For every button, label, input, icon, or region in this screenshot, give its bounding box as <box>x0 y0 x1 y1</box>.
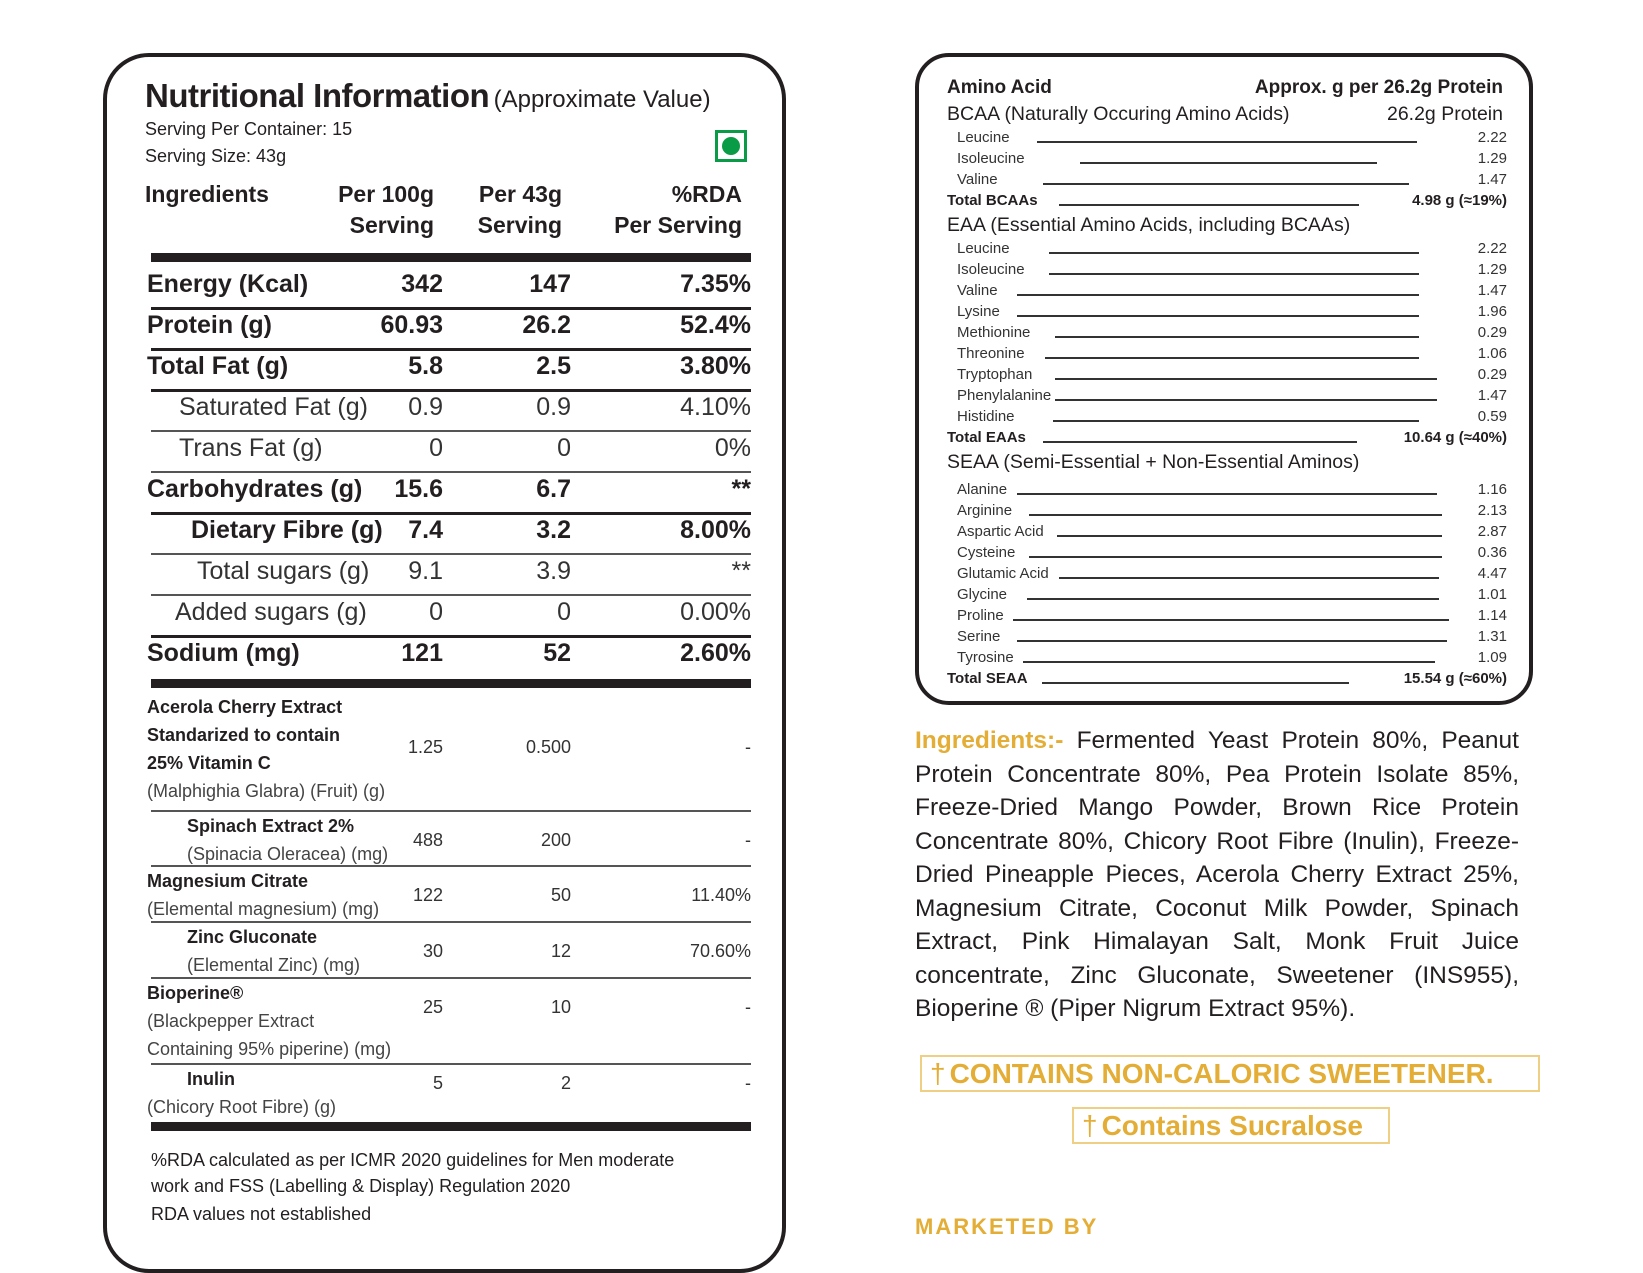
value-rda: ** <box>731 475 751 503</box>
veg-dot <box>722 137 740 155</box>
extra-ingredient-row <box>147 979 751 1063</box>
extra-name: Standarized to contain <box>147 725 341 745</box>
nutrient-name: Dietary Fibre (g) <box>191 516 383 544</box>
value-rda: 52.4% <box>680 311 751 339</box>
amino-total-row <box>947 670 1507 691</box>
value-per43g: 147 <box>529 270 571 298</box>
leader-line <box>1029 514 1442 516</box>
extra-value-per100: 25 <box>422 997 443 1017</box>
extra-value-per100: 122 <box>412 885 443 905</box>
extra-ingredient-row <box>147 812 751 866</box>
col-per100g-line1: Per 100g <box>338 181 434 207</box>
amino-header-left: Amino Acid <box>947 77 1052 98</box>
amino-acid-name: Leucine <box>957 240 1010 257</box>
value-rda: 0% <box>714 434 751 462</box>
amino-total-label: Total BCAAs <box>947 192 1038 209</box>
nutrient-row <box>147 264 751 305</box>
value-per100g: 5.8 <box>408 352 443 380</box>
leader-line <box>1045 357 1419 359</box>
value-rda: 8.00% <box>680 516 751 544</box>
extra-ingredient-row <box>147 1065 751 1121</box>
leader-line <box>1055 378 1437 380</box>
amino-acid-name: Glycine <box>957 586 1008 603</box>
col-per100g-line2: Serving <box>349 212 434 238</box>
value-per100g: 0 <box>429 598 443 626</box>
amino-acid-name: Methionine <box>957 324 1031 341</box>
value-per43g: 3.2 <box>536 516 571 544</box>
col-per43g-line1: Per 43g <box>478 181 562 207</box>
value-per100g: 60.93 <box>380 311 443 339</box>
ingredients-list: Fermented Yeast Protein 80%, Peanut Protein Concentrate 80%, Pea Protein Isolate 85%, Freeze-Dried Mango Powder, Brown Rice Protein Concentrate 80%, Chicory Root Fibre (Inulin), Freeze-Dried Pineapple Pieces, Acerola Cherry Extract 25%, Magnesium Citrate, Coconut Milk Powder, Spinach Extract, Pink Himalayan Salt, Monk Fruit Juice concentrate, Zinc Gluconate, Sweetener (INS955), Bioperine ® (Piper Nigrum Extract 95%). <box>915 727 1519 1022</box>
leader-line <box>1027 598 1439 600</box>
amino-acid-name: Tyrosine <box>957 649 1014 666</box>
value-rda: 2.60% <box>680 639 751 667</box>
extra-subtitle: Containing 95% piperine) (mg) <box>147 1039 392 1059</box>
extra-value-rda: - <box>745 1073 751 1093</box>
leader-line <box>1017 493 1437 495</box>
value-per43g: 52 <box>543 639 571 667</box>
amino-acid-name: Lysine <box>957 303 1000 320</box>
amino-acid-value: 1.29 <box>1477 261 1507 278</box>
leader-line <box>1055 399 1437 401</box>
amino-total-label: Total SEAA <box>947 670 1028 687</box>
extra-value-per43: 10 <box>550 997 571 1017</box>
extra-name: Magnesium Citrate <box>147 871 309 891</box>
nutrient-row <box>147 551 751 592</box>
amino-acid-name: Arginine <box>957 502 1013 519</box>
extra-name: Inulin <box>187 1069 235 1089</box>
amino-acid-value: 2.87 <box>1477 523 1507 540</box>
amino-total-row <box>947 429 1507 450</box>
amino-header-right: Approx. g per 26.2g Protein <box>1254 77 1503 98</box>
amino-acid-value: 1.47 <box>1477 387 1507 404</box>
amino-section-title: EAA (Essential Amino Acids, including BCAAs) <box>947 214 1351 236</box>
leader-line <box>1017 640 1447 642</box>
amino-acid-row <box>947 502 1507 523</box>
value-per43g: 6.7 <box>536 475 571 503</box>
amino-acid-value: 1.29 <box>1477 150 1507 167</box>
extra-subtitle: (Spinacia Oleracea) (mg) <box>187 844 389 864</box>
amino-acid-name: Threonine <box>957 345 1025 362</box>
leader-line <box>1059 204 1359 206</box>
extra-value-rda: 11.40% <box>691 885 751 905</box>
leader-line <box>1017 294 1419 296</box>
amino-acid-name: Aspartic Acid <box>957 523 1044 540</box>
col-per43g <box>478 179 562 241</box>
amino-acid-value: 2.13 <box>1477 502 1507 519</box>
serving-per-container: Serving Per Container: 15 <box>145 119 353 139</box>
nutrition-heading: Nutritional Information <box>145 77 490 114</box>
amino-acid-value: 1.16 <box>1477 481 1507 498</box>
leader-line <box>1043 183 1409 185</box>
amino-total-value: 4.98 g (≈19%) <box>1412 192 1507 209</box>
leader-line <box>1080 162 1377 164</box>
ingredients-text <box>915 724 1519 1026</box>
amino-acid-name: Tryptophan <box>957 366 1033 383</box>
amino-acid-value: 1.14 <box>1477 607 1507 624</box>
nutrient-row <box>147 510 751 551</box>
nutrient-row <box>147 305 751 346</box>
nutrient-row <box>147 346 751 387</box>
leader-line <box>1029 556 1442 558</box>
extra-subtitle: (Elemental magnesium) (mg) <box>147 899 380 919</box>
leader-line <box>1055 336 1419 338</box>
nutrient-name: Carbohydrates (g) <box>147 475 363 503</box>
leader-line <box>1057 535 1442 537</box>
amino-acid-value: 1.47 <box>1477 282 1507 299</box>
leader-line <box>1013 619 1449 621</box>
extra-value-rda: - <box>745 997 751 1017</box>
amino-acid-row <box>947 150 1507 171</box>
amino-acid-row <box>947 481 1507 502</box>
extra-name: 25% Vitamin C <box>147 753 271 773</box>
col-per100g <box>338 179 434 241</box>
leader-line <box>1049 273 1419 275</box>
ingredients-label: Ingredients:- <box>915 727 1064 754</box>
value-rda: 3.80% <box>680 352 751 380</box>
value-per100g: 15.6 <box>394 475 443 503</box>
nutrition-heading-note: (Approximate Value) <box>493 86 711 113</box>
amino-acid-row <box>947 345 1507 366</box>
amino-acid-value: 1.06 <box>1477 345 1507 362</box>
amino-acid-value: 1.09 <box>1477 649 1507 666</box>
amino-acid-row <box>947 261 1507 282</box>
amino-acid-row <box>947 565 1507 586</box>
value-per100g: 0.9 <box>408 393 443 421</box>
extra-name: Spinach Extract 2% <box>187 816 355 836</box>
leader-line <box>1053 420 1419 422</box>
extra-subtitle: (Blackpepper Extract <box>147 1011 315 1031</box>
amino-acid-row <box>947 649 1507 670</box>
sucralose-warning <box>1072 1107 1390 1144</box>
amino-acid-value: 1.96 <box>1477 303 1507 320</box>
col-per43g-line2: Serving <box>477 212 562 238</box>
extra-subtitle: (Elemental Zinc) (mg) <box>187 955 361 975</box>
nutrient-name: Saturated Fat (g) <box>179 393 368 421</box>
amino-acid-name: Serine <box>957 628 1001 645</box>
value-per43g: 0 <box>557 434 571 462</box>
amino-acid-row <box>947 282 1507 303</box>
amino-acid-row <box>947 366 1507 387</box>
nutrition-title <box>145 77 711 115</box>
value-per100g: 0 <box>429 434 443 462</box>
amino-acid-row <box>947 586 1507 607</box>
footer-divider <box>151 1122 751 1131</box>
extra-subtitle: (Malphighia Glabra) (Fruit) (g) <box>147 781 386 801</box>
footnote-line-3: RDA values not established <box>151 1204 372 1224</box>
nutrition-panel <box>103 53 786 1273</box>
leader-line <box>1049 252 1419 254</box>
veg-symbol-icon <box>715 130 747 162</box>
nutrient-name: Trans Fat (g) <box>179 434 323 462</box>
amino-total-row <box>947 192 1507 213</box>
amino-acid-value: 2.22 <box>1477 240 1507 257</box>
extra-value-per43: 2 <box>560 1073 571 1093</box>
nutrient-row <box>147 633 751 674</box>
sucralose-text: Contains Sucralose <box>1101 1109 1363 1141</box>
value-per43g: 3.9 <box>536 557 571 585</box>
extra-name: Zinc Gluconate <box>187 927 318 947</box>
amino-acid-panel <box>915 53 1533 705</box>
value-per43g: 0 <box>557 598 571 626</box>
extra-ingredient-row <box>147 693 751 809</box>
nutrient-name: Total sugars (g) <box>197 557 370 585</box>
footnote-rda <box>151 1147 771 1227</box>
value-per43g: 26.2 <box>522 311 571 339</box>
extra-value-per43: 50 <box>550 885 571 905</box>
leader-line <box>1059 577 1439 579</box>
amino-section-title: SEAA (Semi-Essential + Non-Essential Aminos) <box>947 451 1360 473</box>
col-ingredients: Ingredients <box>145 181 269 207</box>
amino-section-unit: 26.2g Protein <box>1386 103 1503 125</box>
amino-acid-value: 0.59 <box>1477 408 1507 425</box>
serving-size: Serving Size: 43g <box>145 146 287 166</box>
extra-name: Bioperine® <box>147 983 244 1003</box>
amino-acid-row <box>947 324 1507 345</box>
extra-value-per43: 0.500 <box>525 737 571 757</box>
amino-acid-row <box>947 544 1507 565</box>
amino-acid-name: Proline <box>957 607 1004 624</box>
footnote-line-1: %RDA calculated as per ICMR 2020 guidelines for Men moderate <box>151 1150 675 1170</box>
amino-acid-name: Isoleucine <box>957 261 1025 278</box>
extra-value-per100: 30 <box>422 941 443 961</box>
amino-acid-value: 2.22 <box>1477 129 1507 146</box>
non-caloric-warning <box>920 1055 1540 1092</box>
extra-value-rda: - <box>745 830 751 850</box>
amino-acid-name: Valine <box>957 282 998 299</box>
amino-acid-value: 0.29 <box>1477 324 1507 341</box>
col-rda-line1: %RDA <box>671 181 742 207</box>
value-per43g: 2.5 <box>536 352 571 380</box>
dagger-icon: † <box>930 1057 946 1089</box>
col-rda <box>614 179 742 241</box>
amino-acid-name: Histidine <box>957 408 1015 425</box>
leader-line <box>1043 441 1357 443</box>
amino-acid-value: 1.01 <box>1477 586 1507 603</box>
extra-ingredient-row <box>147 867 751 923</box>
nutrient-row <box>147 428 751 469</box>
amino-total-value: 10.64 g (≈40%) <box>1403 429 1507 446</box>
leader-line <box>1037 141 1417 143</box>
col-rda-line2: Per Serving <box>614 212 742 238</box>
nutrient-name: Energy (Kcal) <box>147 270 309 298</box>
extra-value-per43: 12 <box>550 941 571 961</box>
value-per100g: 9.1 <box>408 557 443 585</box>
amino-acid-row <box>947 387 1507 408</box>
amino-acid-value: 0.29 <box>1477 366 1507 383</box>
amino-acid-row <box>947 129 1507 150</box>
leader-line <box>1017 315 1419 317</box>
nutrient-name: Total Fat (g) <box>147 352 289 380</box>
amino-acid-name: Cysteine <box>957 544 1016 561</box>
non-caloric-text: CONTAINS NON-CALORIC SWEETENER. <box>949 1057 1494 1089</box>
leader-line <box>1023 661 1435 663</box>
amino-acid-row <box>947 408 1507 429</box>
row-divider <box>151 679 751 688</box>
amino-acid-row <box>947 607 1507 628</box>
extra-value-per100: 1.25 <box>407 737 443 757</box>
nutrient-name: Added sugars (g) <box>175 598 367 626</box>
amino-acid-value: 4.47 <box>1477 565 1507 582</box>
marketed-by: MARKETED BY <box>915 1214 1099 1239</box>
value-rda: 7.35% <box>680 270 751 298</box>
value-rda: 0.00% <box>680 598 751 626</box>
dagger-icon: † <box>1082 1109 1098 1141</box>
amino-acid-row <box>947 303 1507 324</box>
nutrient-row <box>147 592 751 633</box>
extra-value-per100: 5 <box>432 1073 443 1093</box>
amino-section-title: BCAA (Naturally Occuring Amino Acids) <box>947 103 1290 125</box>
amino-acid-value: 1.31 <box>1477 628 1507 645</box>
value-per100g: 342 <box>401 270 443 298</box>
value-per100g: 7.4 <box>408 516 443 544</box>
amino-acid-name: Glutamic Acid <box>957 565 1049 582</box>
value-rda: 4.10% <box>680 393 751 421</box>
nutrient-row <box>147 387 751 428</box>
amino-acid-name: Phenylalanine <box>957 387 1052 404</box>
amino-acid-name: Isoleucine <box>957 150 1025 167</box>
extra-value-rda: - <box>745 737 751 757</box>
footnote-line-2: work and FSS (Labelling & Display) Regulation 2020 <box>151 1176 571 1196</box>
nutrient-name: Sodium (mg) <box>147 639 300 667</box>
amino-acid-name: Leucine <box>957 129 1010 146</box>
amino-total-value: 15.54 g (≈60%) <box>1403 670 1507 687</box>
extra-value-rda: 70.60% <box>689 941 751 961</box>
amino-total-label: Total EAAs <box>947 429 1026 446</box>
amino-acid-name: Alanine <box>957 481 1008 498</box>
amino-acid-row <box>947 523 1507 544</box>
amino-acid-value: 0.36 <box>1477 544 1507 561</box>
extra-ingredient-row <box>147 923 751 979</box>
leader-line <box>1042 682 1349 684</box>
amino-acid-row <box>947 171 1507 192</box>
extra-value-per100: 488 <box>412 830 443 850</box>
nutrient-row <box>147 469 751 510</box>
nutrient-name: Protein (g) <box>147 311 272 339</box>
amino-acid-row <box>947 628 1507 649</box>
amino-acid-row <box>947 240 1507 261</box>
value-per43g: 0.9 <box>536 393 571 421</box>
amino-acid-name: Valine <box>957 171 998 188</box>
header-divider <box>151 253 751 262</box>
extra-value-per43: 200 <box>540 830 571 850</box>
extra-name: Acerola Cherry Extract <box>147 697 343 717</box>
extra-subtitle: (Chicory Root Fibre) (g) <box>147 1097 337 1117</box>
amino-acid-value: 1.47 <box>1477 171 1507 188</box>
value-per100g: 121 <box>401 639 443 667</box>
value-rda: ** <box>731 557 751 585</box>
